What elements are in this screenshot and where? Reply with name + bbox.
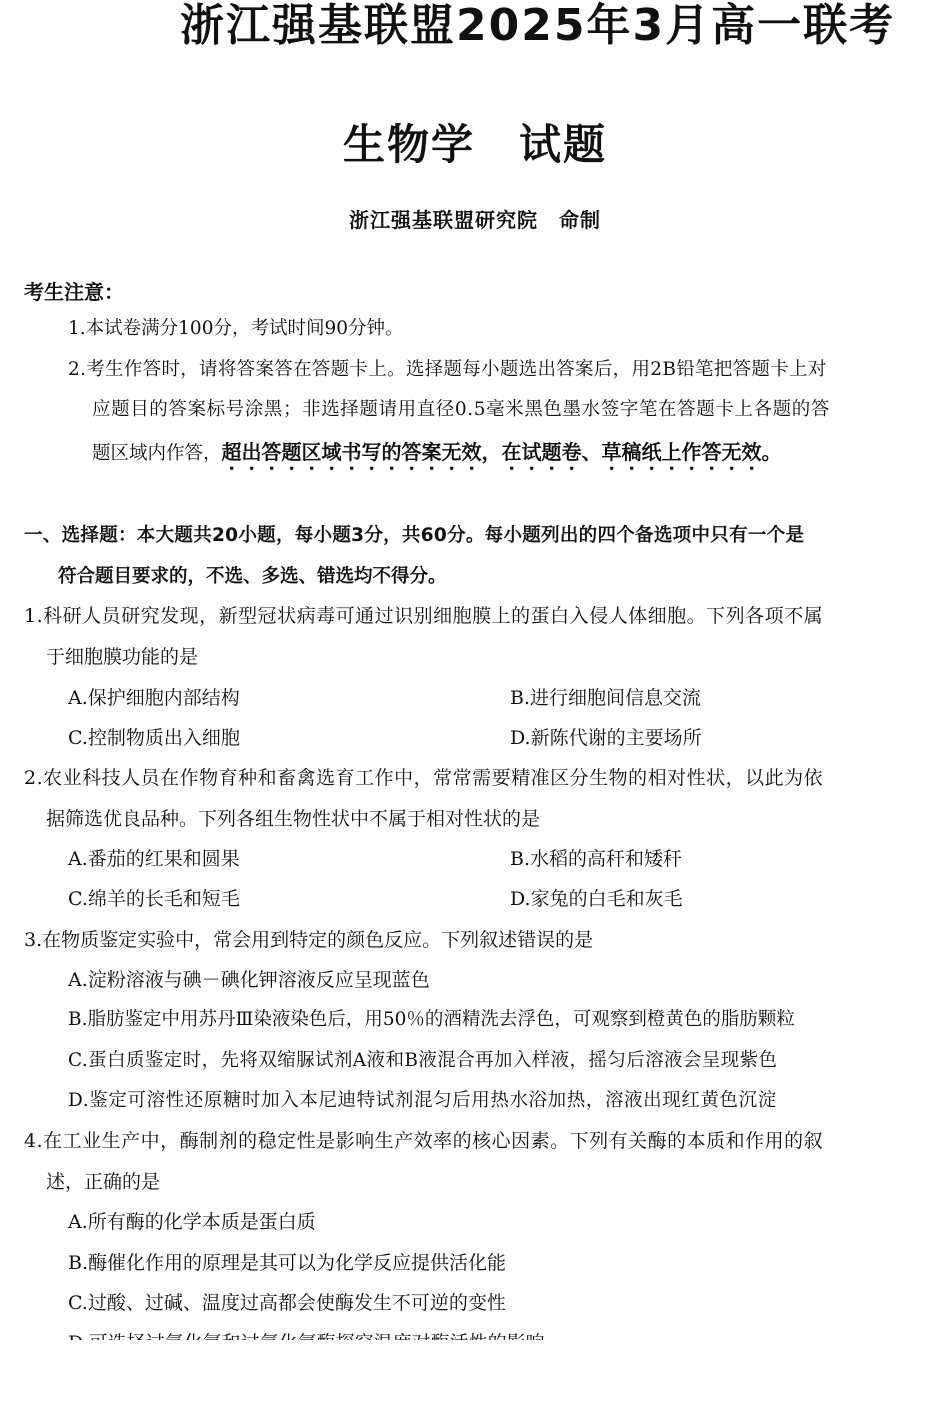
question-3-option-c: C.蛋白质鉴定时，先将双缩脲试剂A液和B液混合再加入样液，摇匀后溶液会呈现紫色 [68, 1050, 778, 1071]
question-1-option-b: B.进行细胞间信息交流 [510, 687, 702, 709]
question-1-option-c: C.控制物质出入细胞 [68, 727, 240, 749]
question-1-stem-line-1: 1.科研人员研究发现，新型冠状病毒可通过识别细胞膜上的蛋白入侵人体细胞。下列各项不属 [24, 605, 824, 627]
question-2-option-a: A.番茄的红果和圆果 [68, 848, 240, 870]
question-4-option-b: B.酶催化作用的原理是其可以为化学反应提供活化能 [68, 1252, 507, 1274]
notice-heading: 考生注意： [24, 280, 124, 304]
notice-item-2-line-2: 应题目的答案标号涂黑；非选择题请用直径0.5毫米黑色墨水签字笔在答题卡上各题的答 [92, 399, 830, 420]
question-1-option-d: D.新陈代谢的主要场所 [510, 727, 702, 749]
question-4-stem-line-1: 4.在工业生产中，酶制剂的稳定性是影响生产效率的核心因素。下列有关酶的本质和作用的叙 [24, 1130, 824, 1152]
question-2-option-d: D.家兔的白毛和灰毛 [510, 888, 683, 910]
question-2-stem-line-2: 据筛选优良品种。下列各组生物性状中不属于相对性状的是 [46, 808, 541, 830]
notice-emphasis-text: 超出答题区域书写的答案无效，在试题卷、草稿纸上作答无效。 [221, 440, 782, 464]
question-4-option-a: A.所有酶的化学本质是蛋白质 [68, 1211, 316, 1233]
question-2-option-b: B.水稻的高秆和矮秆 [510, 848, 683, 870]
section-1-heading-line-1: 一、选择题：本大题共20小题，每小题3分，共60分。每小题列出的四个备选项中只有一个是 [24, 525, 805, 546]
question-3-option-b: B.脂肪鉴定中用苏丹Ⅲ染液染色后，用50％的酒精洗去浮色，可观察到橙黄色的脂肪颗粒 [68, 1009, 795, 1030]
page-bottom-crop [0, 1340, 950, 1420]
notice-item-1: 1.本试卷满分100分，考试时间90分钟。 [68, 318, 404, 339]
notice-item-2-line-1: 2.考生作答时，请将答案答在答题卡上。选择题每小题选出答案后，用2B铅笔把答题卡上对 [68, 359, 827, 380]
question-3-option-a: A.淀粉溶液与碘－碘化钾溶液反应呈现蓝色 [68, 969, 430, 991]
question-3-stem: 3.在物质鉴定实验中，常会用到特定的颜色反应。下列叙述错误的是 [24, 929, 594, 951]
question-4-option-c: C.过酸、过碱、温度过高都会使酶发生不可逆的变性 [68, 1292, 506, 1314]
publisher-line: 浙江强基联盟研究院 命制 [349, 208, 601, 232]
exam-header-cut: 浙江强基联盟2025年3月高一联考 [180, 0, 896, 51]
question-1-option-a: A.保护细胞内部结构 [68, 687, 240, 709]
page-title: 生物学 试题 [342, 120, 607, 169]
notice-item-2-line-3-prefix: 题区域内作答， [92, 443, 222, 464]
section-1-heading-line-2: 符合题目要求的，不选、多选、错选均不得分。 [58, 566, 447, 587]
question-2-option-c: C.绵羊的长毛和短毛 [68, 888, 240, 910]
question-3-option-d: D.鉴定可溶性还原糖时加入本尼迪特试剂混匀后用热水浴加热，溶液出现红黄色沉淀 [68, 1090, 777, 1111]
question-4-stem-line-2: 述，正确的是 [46, 1171, 161, 1193]
question-1-stem-line-2: 于细胞膜功能的是 [46, 646, 199, 668]
question-2-stem-line-1: 2.农业科技人员在作物育种和畜禽选育工作中，常常需要精准区分生物的相对性状，以此为依 [24, 767, 824, 789]
notice-item-2-line-3 [92, 440, 782, 475]
